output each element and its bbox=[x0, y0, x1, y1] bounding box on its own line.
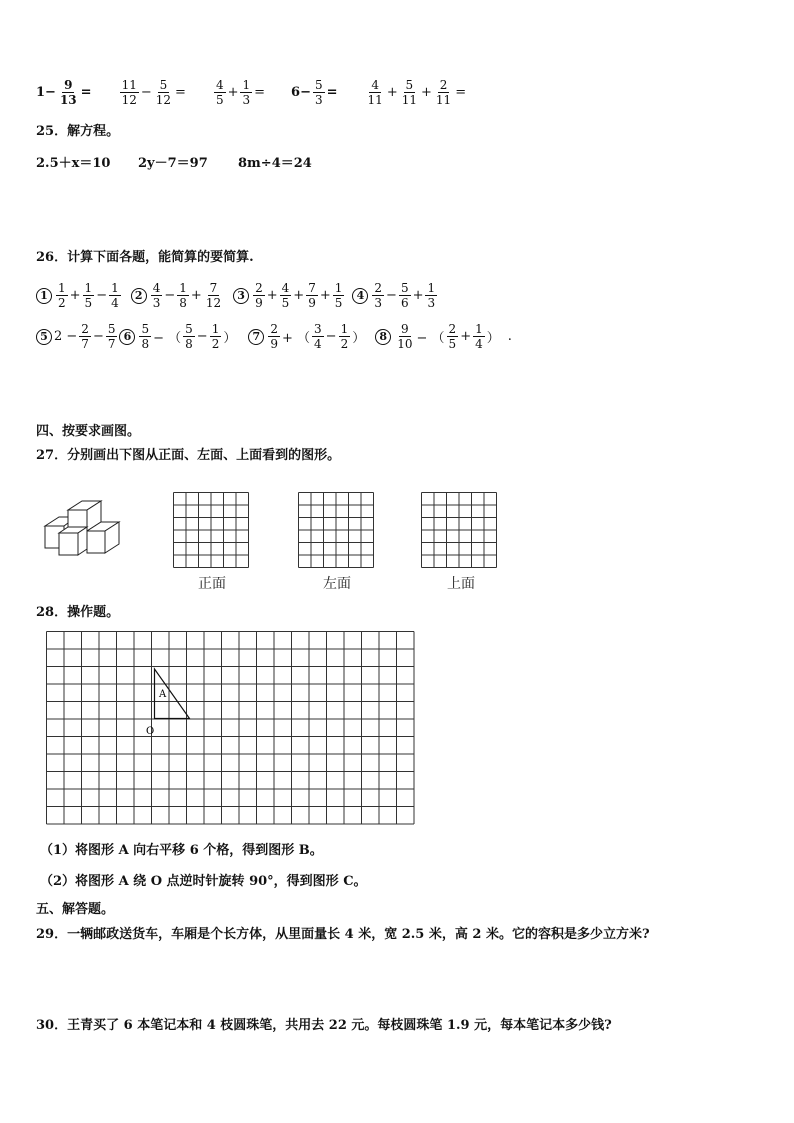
q25-eq3: 8m÷4＝24 bbox=[238, 156, 312, 171]
section-4-heading: 四、按要求画图。 bbox=[36, 424, 141, 439]
circled-number: 6 bbox=[119, 329, 135, 345]
denominator: 8 bbox=[179, 296, 187, 310]
grid-lines bbox=[422, 493, 497, 568]
denominator: 10 bbox=[397, 337, 413, 351]
denominator: 2 bbox=[211, 337, 220, 351]
q27-title: 27．分别画出下图从正面、左面、上面看到的图形。 bbox=[36, 448, 341, 463]
denominator: 9 bbox=[270, 337, 278, 351]
fraction-row bbox=[36, 78, 492, 107]
numerator: 2 bbox=[448, 322, 457, 336]
equals-sign: = bbox=[175, 85, 186, 100]
denominator: 7 bbox=[81, 337, 89, 351]
fraction bbox=[312, 322, 324, 351]
numerator: 7 bbox=[308, 281, 316, 295]
denominator: 11 bbox=[367, 93, 383, 107]
denominator: 7 bbox=[107, 337, 116, 351]
expr-2 bbox=[118, 78, 186, 107]
q30-text: 30．王青买了 6 本笔记本和 4 枝圆珠笔，共用去 22 元。每枝圆珠笔 1.9 元，每本笔记本多少钱? bbox=[36, 1018, 612, 1033]
numerator: 5 bbox=[159, 78, 168, 92]
numerator: 1 bbox=[334, 281, 343, 295]
expr-5 bbox=[364, 78, 467, 107]
q28-title: 28．操作题。 bbox=[36, 605, 120, 620]
numerator: 7 bbox=[209, 281, 218, 295]
grid-lines bbox=[47, 632, 415, 825]
expr-1-lead: 1− bbox=[36, 85, 56, 100]
numerator: 2 bbox=[439, 78, 448, 92]
denominator: 3 bbox=[314, 93, 323, 107]
fraction bbox=[204, 281, 223, 310]
denominator: 2 bbox=[340, 337, 349, 351]
fraction bbox=[313, 78, 325, 107]
fraction bbox=[79, 322, 91, 351]
grid-lines bbox=[299, 493, 374, 568]
q26-row2: 5 2 − $\frac{2}{7}$ − $\frac{5}{7}$ 6 $\frac{5}{8}$ − （ $\frac{5}{8}$ − $\frac{1}{2}$ ） 7 $\frac{2}{9}$ + （ $\frac{3}{4}$ − $\frac{1}{2}$ ） 8 $\frac{9}{10}$ − （ $\frac{2}{5}$ + $\frac{1}{4}$ ） . bbox=[36, 322, 512, 351]
q26-title: 26．计算下面各题，能简算的要简算. bbox=[36, 250, 254, 265]
denominator: 5 bbox=[334, 296, 343, 310]
fraction bbox=[399, 281, 411, 310]
fraction bbox=[268, 322, 280, 351]
grid-lines bbox=[174, 493, 249, 568]
fraction bbox=[183, 322, 195, 351]
period: . bbox=[507, 329, 512, 344]
numerator: 9 bbox=[401, 322, 409, 336]
fraction bbox=[372, 281, 384, 310]
circled-number: 1 bbox=[36, 288, 52, 304]
numerator: 1 bbox=[427, 281, 436, 295]
fraction bbox=[339, 322, 351, 351]
numerator: 1 bbox=[340, 322, 349, 336]
numerator: 1 bbox=[58, 281, 66, 295]
denominator: 6 bbox=[400, 296, 409, 310]
denominator: 9 bbox=[255, 296, 263, 310]
fraction bbox=[58, 78, 79, 107]
denominator: 8 bbox=[141, 337, 150, 351]
top-view-label: 上面 bbox=[447, 576, 475, 592]
numerator: 1 bbox=[111, 281, 119, 295]
numerator: 5 bbox=[141, 322, 150, 336]
section-5-heading: 五、解答题。 bbox=[36, 902, 115, 917]
operator: + bbox=[421, 85, 432, 100]
numerator: 2 bbox=[270, 322, 278, 336]
denominator: 3 bbox=[152, 296, 161, 310]
numerator: 3 bbox=[314, 322, 322, 336]
numerator: 1 bbox=[211, 322, 220, 336]
numerator: 1 bbox=[84, 281, 93, 295]
numerator: 1 bbox=[475, 322, 483, 336]
fraction bbox=[151, 281, 163, 310]
numerator: 1 bbox=[179, 281, 187, 295]
denominator: 8 bbox=[185, 337, 193, 351]
fraction bbox=[434, 78, 453, 107]
q28-task2: （2）将图形 A 绕 O 点逆时针旋转 90°，得到图形 C。 bbox=[40, 874, 367, 889]
q29-text: 29．一辆邮政送货车，车厢是个长方体，从里面量长 4 米，宽 2.5 米，高 2 米。它的容积是多少立方米? bbox=[36, 927, 650, 942]
denominator: 9 bbox=[308, 296, 316, 310]
fraction bbox=[177, 281, 189, 310]
denominator: 4 bbox=[475, 337, 483, 351]
expr-4-lead: 6− bbox=[291, 85, 311, 100]
circled-number: 5 bbox=[36, 329, 52, 345]
numerator: 5 bbox=[314, 78, 323, 92]
numerator: 4 bbox=[215, 78, 224, 92]
front-view-grid[interactable] bbox=[173, 492, 251, 568]
expr-1 bbox=[36, 78, 92, 107]
denominator: 13 bbox=[59, 93, 77, 107]
operator: + bbox=[227, 85, 239, 100]
operator: − bbox=[140, 85, 152, 100]
circled-number: 3 bbox=[233, 288, 249, 304]
expr-4 bbox=[291, 78, 338, 107]
circled-number: 4 bbox=[352, 288, 368, 304]
numerator: 5 bbox=[107, 322, 116, 336]
fraction bbox=[447, 322, 459, 351]
denominator: 5 bbox=[448, 337, 457, 351]
equals-sign: = bbox=[254, 85, 266, 100]
fraction bbox=[139, 322, 151, 351]
q25-eq1: 2.5＋x＝10 bbox=[36, 156, 111, 171]
fraction bbox=[366, 78, 385, 107]
numerator: 4 bbox=[152, 281, 161, 295]
numerator: 5 bbox=[400, 281, 409, 295]
numerator: 5 bbox=[405, 78, 414, 92]
circled-number: 7 bbox=[248, 329, 264, 345]
q26-row1: 1 $\frac{1}{2}$ + $\frac{1}{5}$ − $\frac{1}{4}$ 2 $\frac{4}{3}$ − $\frac{1}{8}$ + $\frac{7}{12}$ 3 $\frac{2}{9}$ + $\frac{4}{5}$ + $\frac{7}{9}$ + $\frac{1}{5}$ 4 $\frac{2}{3}$ − $\frac{5}{6}$ + $\frac{1}{3}$ bbox=[36, 281, 439, 310]
fraction bbox=[280, 281, 292, 310]
denominator: 4 bbox=[111, 296, 119, 310]
numerator: 9 bbox=[64, 78, 73, 92]
fraction bbox=[253, 281, 265, 310]
circled-number: 8 bbox=[375, 329, 391, 345]
expr-3 bbox=[212, 78, 265, 107]
operator: + bbox=[386, 85, 398, 100]
q25-eq2: 2y－7＝97 bbox=[138, 156, 208, 171]
denominator: 11 bbox=[401, 93, 417, 107]
label-o: O bbox=[146, 726, 155, 737]
fraction bbox=[333, 281, 345, 310]
front-view-label: 正面 bbox=[198, 576, 226, 592]
fraction bbox=[109, 281, 121, 310]
fraction bbox=[400, 78, 419, 107]
numerator: 5 bbox=[185, 322, 193, 336]
q25-title: 25．解方程。 bbox=[36, 124, 120, 139]
left-view-label: 左面 bbox=[323, 576, 351, 592]
fraction bbox=[395, 322, 414, 351]
circled-number: 2 bbox=[131, 288, 147, 304]
equals-sign: = bbox=[455, 85, 467, 100]
fraction bbox=[214, 78, 226, 107]
label-a: A bbox=[159, 689, 167, 700]
denominator: 3 bbox=[427, 296, 436, 310]
denominator: 3 bbox=[374, 296, 383, 310]
denominator: 5 bbox=[215, 93, 224, 107]
equals-sign: = bbox=[80, 85, 92, 100]
fraction bbox=[473, 322, 485, 351]
denominator: 12 bbox=[121, 93, 137, 107]
numerator: 11 bbox=[121, 78, 137, 92]
denominator: 2 bbox=[58, 296, 66, 310]
denominator: 3 bbox=[242, 93, 251, 107]
q28-task1: （1）将图形 A 向右平移 6 个格，得到图形 B。 bbox=[40, 843, 323, 858]
fraction bbox=[240, 78, 252, 107]
operation-grid[interactable] bbox=[46, 631, 426, 827]
fraction bbox=[56, 281, 68, 310]
cube-stack-figure bbox=[40, 496, 132, 566]
numerator: 4 bbox=[281, 281, 290, 295]
denominator: 5 bbox=[84, 296, 93, 310]
denominator: 5 bbox=[281, 296, 290, 310]
denominator: 11 bbox=[435, 93, 452, 107]
numerator: 4 bbox=[371, 78, 379, 92]
equals-sign: = bbox=[326, 85, 338, 100]
fraction bbox=[306, 281, 318, 310]
fraction bbox=[154, 78, 173, 107]
denominator: 4 bbox=[314, 337, 322, 351]
numerator: 2 bbox=[374, 281, 383, 295]
fraction bbox=[83, 281, 95, 310]
numerator: 2 bbox=[81, 322, 89, 336]
top-view-grid[interactable] bbox=[421, 492, 499, 568]
numerator: 2 bbox=[255, 281, 263, 295]
denominator: 12 bbox=[205, 296, 222, 310]
fraction bbox=[425, 281, 437, 310]
denominator: 12 bbox=[155, 93, 172, 107]
numerator: 1 bbox=[242, 78, 251, 92]
left-view-grid[interactable] bbox=[298, 492, 376, 568]
fraction bbox=[210, 322, 222, 351]
fraction bbox=[120, 78, 139, 107]
fraction bbox=[106, 322, 118, 351]
